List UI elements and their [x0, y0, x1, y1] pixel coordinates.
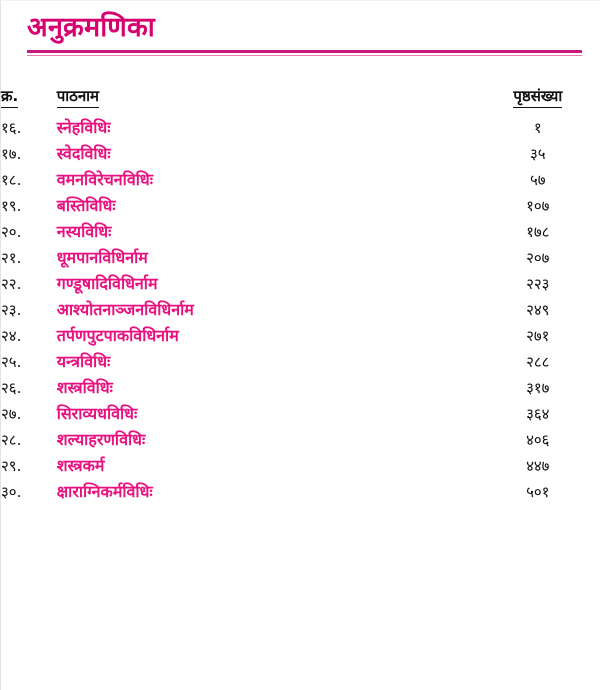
row-serial: १६. [1, 119, 22, 137]
row-serial: २४. [1, 327, 22, 345]
row-chapter-name[interactable]: आश्योतनाञ्जनविधिर्नाम [56, 300, 194, 319]
row-chapter-name[interactable]: शल्याहरणविधिः [56, 430, 146, 449]
row-page-number: २७१ [526, 327, 550, 345]
table-row[interactable] [1, 480, 600, 506]
table-row[interactable] [1, 376, 600, 402]
row-page-number: २४९ [526, 301, 550, 319]
table-row[interactable] [1, 350, 600, 376]
row-chapter-name[interactable]: शस्त्रविधिः [56, 378, 113, 397]
row-page-number: १०७ [526, 197, 550, 215]
row-page-number: ३१७ [526, 379, 550, 397]
column-header-serial [1, 86, 57, 116]
row-serial: १७. [1, 145, 22, 163]
row-page-number: ५७ [529, 171, 546, 189]
table-row[interactable] [1, 428, 600, 454]
row-serial: २०. [1, 223, 22, 241]
row-chapter-name[interactable]: शस्त्रकर्म [56, 456, 105, 475]
row-page-number: ४०६ [526, 431, 550, 449]
row-serial: १९. [1, 197, 22, 215]
row-serial: २८. [1, 431, 22, 449]
row-chapter-name[interactable]: स्वेदविधिः [56, 144, 111, 163]
table-of-contents [1, 56, 600, 506]
table-row[interactable] [1, 142, 600, 168]
row-page-number: ३५ [529, 145, 546, 163]
row-page-number: ५०१ [526, 483, 550, 501]
row-page-number: २२३ [526, 275, 550, 293]
row-page-number: १ [533, 119, 542, 137]
row-page-number: ३६४ [526, 405, 550, 423]
row-serial: २६. [1, 379, 22, 397]
toc-table-header [1, 86, 600, 116]
row-chapter-name[interactable]: नस्यविधिः [56, 222, 112, 241]
row-serial: १८. [1, 171, 22, 189]
row-page-number: १७८ [526, 223, 550, 241]
row-chapter-name[interactable]: धूमपानविधिर्नाम [56, 248, 148, 267]
row-chapter-name[interactable]: स्नेहविधिः [56, 118, 111, 137]
table-row[interactable] [1, 246, 600, 272]
column-header-name [57, 86, 475, 116]
row-chapter-name[interactable]: तर्पणपुटपाकविधिर्नाम [56, 326, 179, 345]
row-chapter-name[interactable]: सिराव्यधविधिः [56, 404, 138, 423]
row-chapter-name[interactable]: बस्तिविधिः [56, 196, 116, 215]
row-serial: २३. [1, 301, 22, 319]
table-row[interactable] [1, 324, 600, 350]
row-chapter-name[interactable]: यन्त्रविधिः [56, 352, 111, 371]
toc-table [1, 86, 600, 506]
row-serial: २१. [1, 249, 22, 267]
column-header-serial-label: क्र. [1, 86, 18, 108]
row-chapter-name[interactable]: क्षाराग्निकर्मविधिः [56, 482, 153, 501]
column-header-page-label: पृष्ठसंख्या [513, 86, 562, 108]
page-title: अनुक्रमणिका [27, 12, 155, 43]
column-header-page [475, 86, 600, 116]
row-serial: २७. [1, 405, 22, 423]
row-chapter-name[interactable]: वमनविरेचनविधिः [56, 170, 153, 189]
table-row[interactable] [1, 454, 600, 480]
column-header-name-label: पाठनाम [57, 86, 99, 108]
table-row[interactable] [1, 298, 600, 324]
header-row [1, 86, 600, 116]
table-row[interactable] [1, 116, 600, 142]
row-serial: ३०. [1, 483, 22, 501]
row-page-number: २०७ [526, 249, 550, 267]
row-serial: २२. [1, 275, 22, 293]
row-chapter-name[interactable]: गण्डूषादिविधिर्नाम [56, 274, 158, 293]
table-row[interactable] [1, 168, 600, 194]
table-row[interactable] [1, 402, 600, 428]
row-serial: २९. [1, 457, 22, 475]
table-row[interactable] [1, 194, 600, 220]
title-block [1, 1, 600, 45]
table-row[interactable] [1, 272, 600, 298]
row-page-number: २८८ [526, 353, 550, 371]
row-serial: २५. [1, 353, 22, 371]
toc-table-body [1, 116, 600, 506]
row-page-number: ४४७ [526, 457, 550, 475]
table-row[interactable] [1, 220, 600, 246]
